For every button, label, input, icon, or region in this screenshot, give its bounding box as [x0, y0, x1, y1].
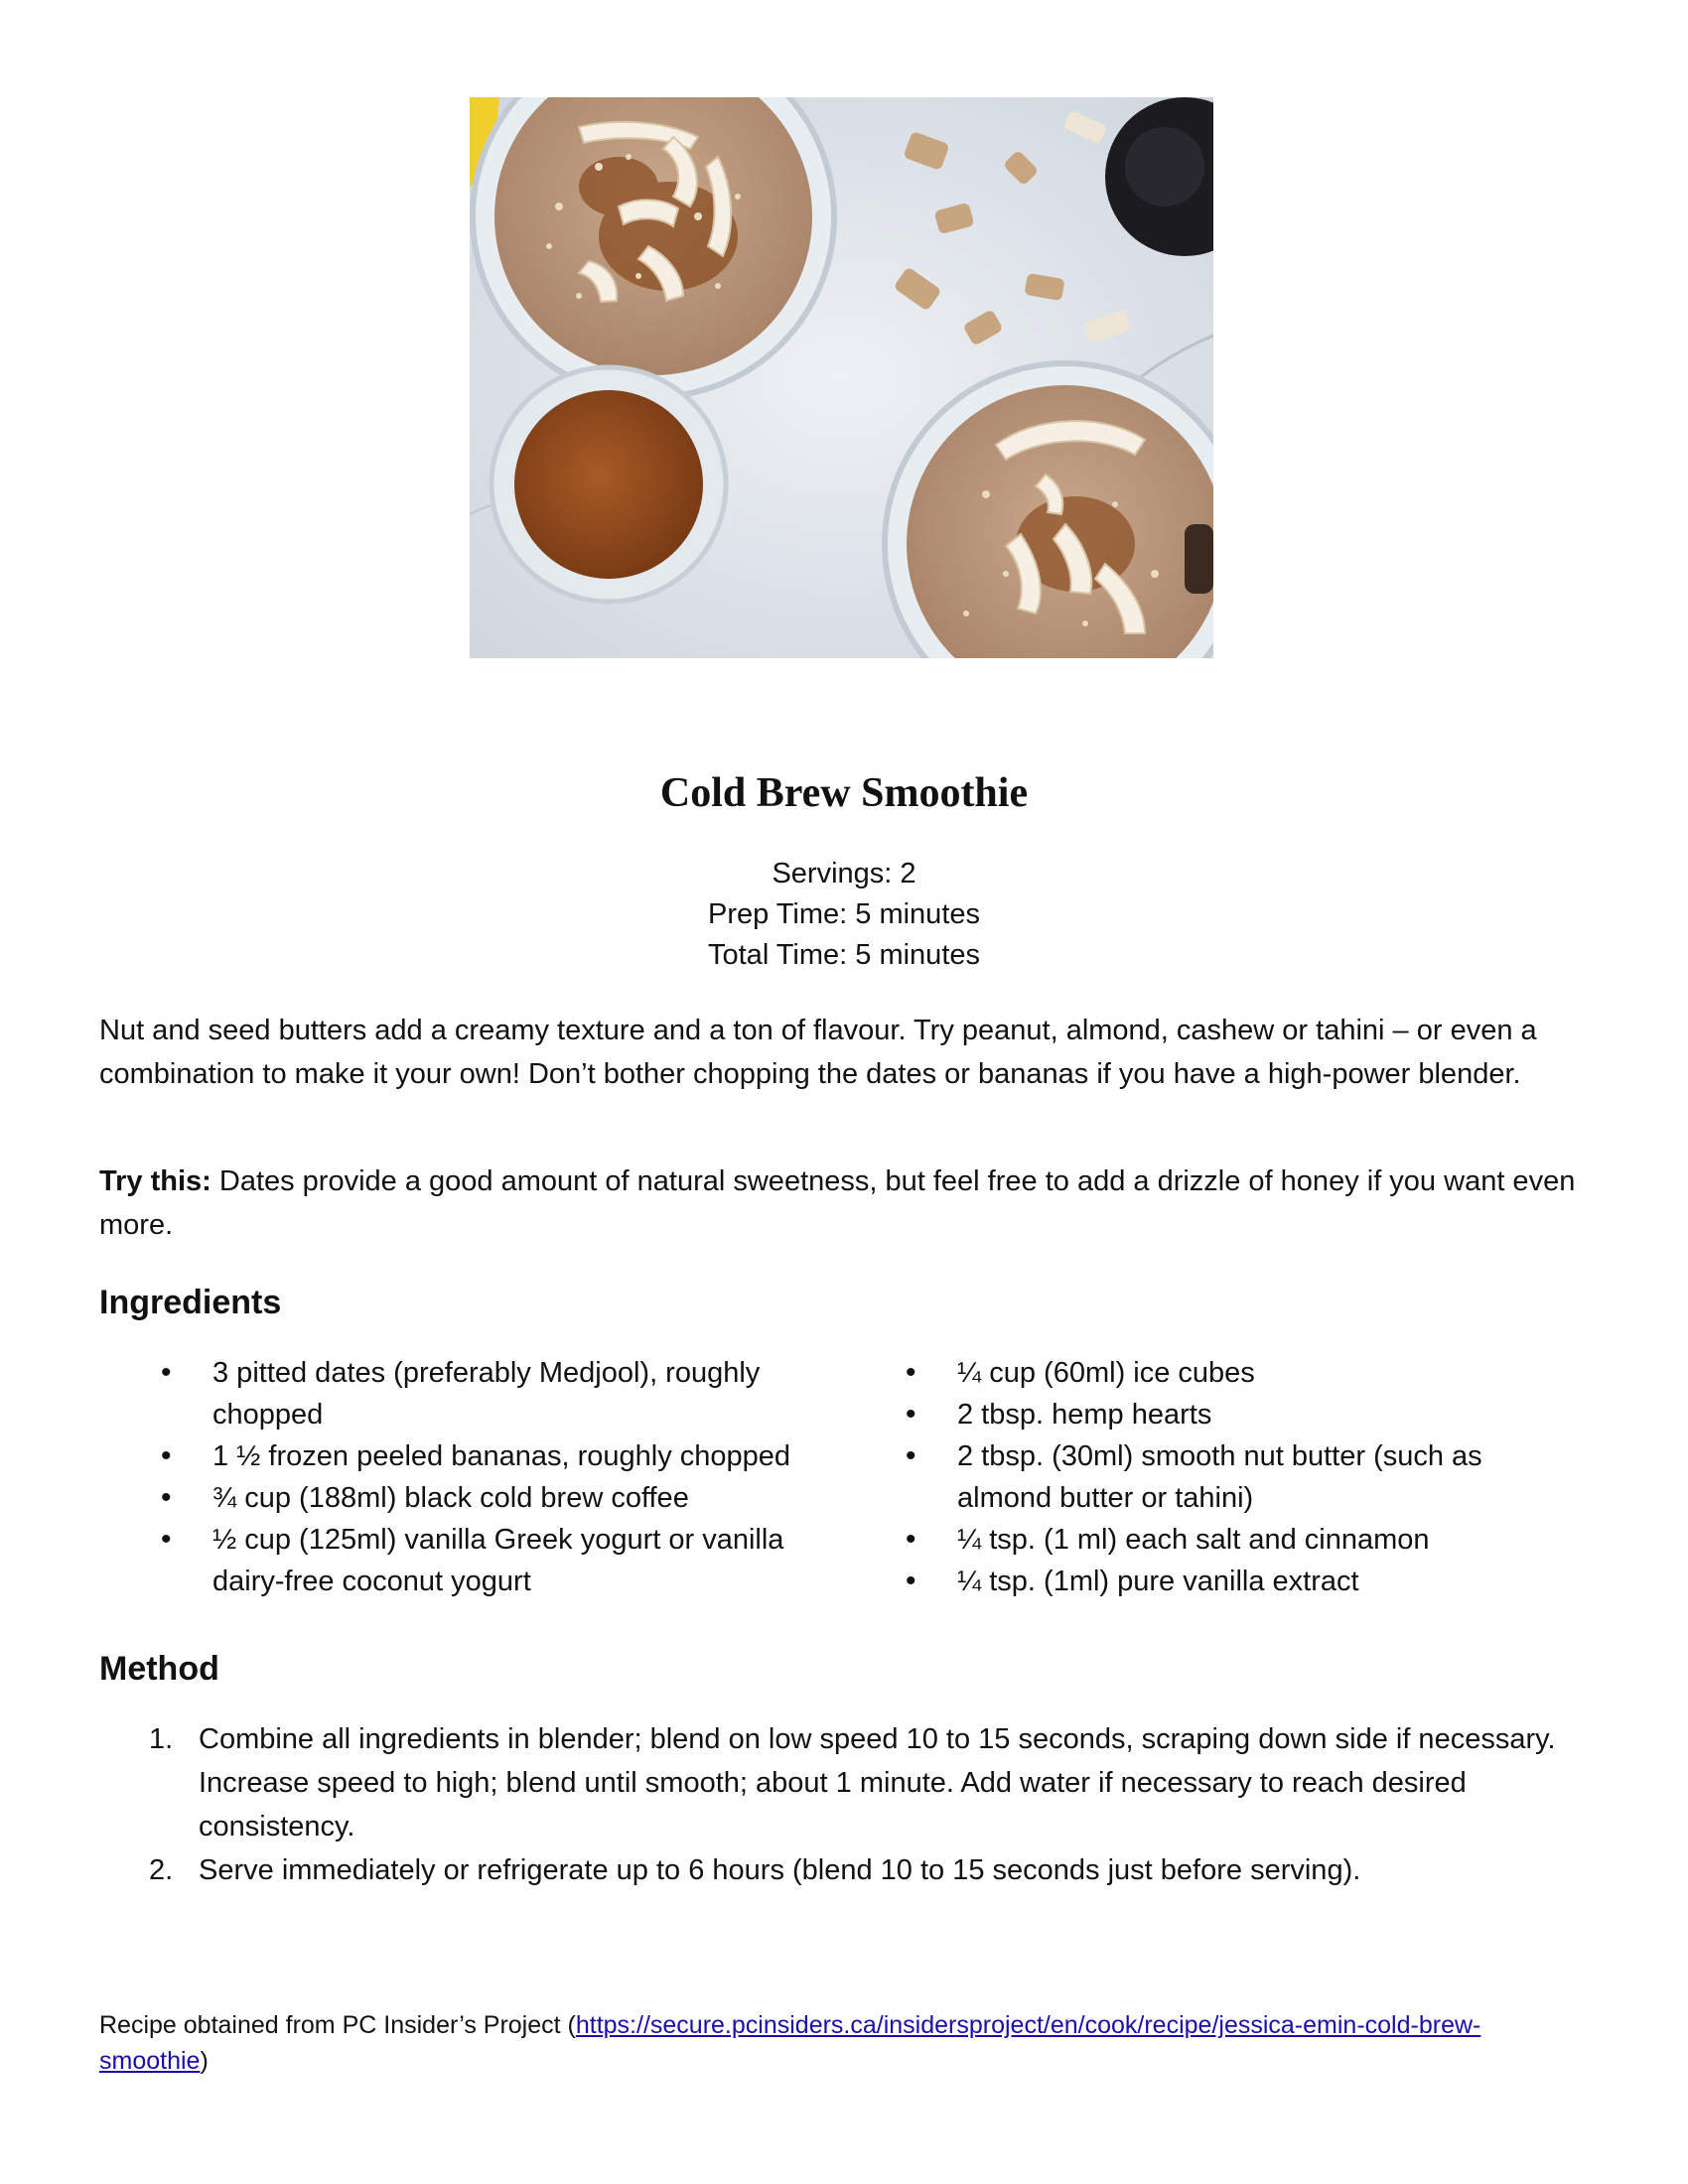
ingredient-item: • ½ cup (125ml) vanilla Greek yogurt or vanilla dairy-free coconut yogurt [149, 1519, 824, 1602]
ingredients-list-right [894, 1352, 1569, 1602]
ingredient-item: • ¼ cup (60ml) ice cubes [894, 1352, 1569, 1394]
method-step [139, 1717, 1589, 1848]
step-text: Combine all ingredients in blender; blend on low speed 10 to 15 seconds, scraping down side if necessary. Increase speed to high; blend until smooth; about 1 minute. Add water if necessary to reach desired consistency. [199, 1723, 1556, 1843]
source-link[interactable]: https://secure.pcinsiders.ca/insidersproject/en/cook/recipe/jessica-emin-cold-brew-smoothie [99, 2011, 1481, 2075]
recipe-tip [99, 1160, 1589, 1247]
smoothie-photo [470, 97, 1213, 658]
ingredient-item: • ¼ tsp. (1 ml) each salt and cinnamon [894, 1519, 1569, 1561]
method-step [139, 1848, 1589, 1892]
ingredient-item: • 1 ½ frozen peeled bananas, roughly chopped [149, 1435, 824, 1477]
method-heading: Method [99, 1650, 219, 1688]
total-time: Total Time: 5 minutes [708, 939, 980, 971]
ingredient-item: • ¼ tsp. (1ml) pure vanilla extract [894, 1561, 1569, 1602]
ingredient-item: • 2 tbsp. (30ml) smooth nut butter (such as almond butter or tahini) [894, 1435, 1569, 1519]
ingredients-list-left [149, 1352, 824, 1602]
prep-time: Prep Time: 5 minutes [708, 898, 980, 930]
step-number: 2. [149, 1854, 174, 1886]
ingredient-item: • 3 pitted dates (preferably Medjool), roughly chopped [149, 1352, 824, 1435]
ingredients-heading: Ingredients [99, 1284, 282, 1321]
tip-text: Dates provide a good amount of natural sweetness, but feel free to add a drizzle of honey if you want even more. [99, 1165, 1576, 1241]
source-prefix: Recipe obtained from PC Insider’s Project ( [99, 2011, 576, 2039]
ingredient-item: • ¾ cup (188ml) black cold brew coffee [149, 1477, 824, 1519]
servings: Servings: 2 [772, 858, 916, 889]
method-steps [139, 1717, 1589, 1892]
step-text: Serve immediately or refrigerate up to 6 hours (blend 10 to 15 seconds just before serving). [199, 1854, 1361, 1886]
step-number: 1. [149, 1723, 174, 1755]
source-suffix: ) [200, 2047, 209, 2075]
recipe-intro: Nut and seed butters add a creamy texture and a ton of flavour. Try peanut, almond, cashew or tahini – or even a combination to make it your own! Don’t bother chopping the dates or bananas if you have a high-power blender. [99, 1015, 1537, 1090]
recipe-source [99, 2007, 1589, 2079]
recipe-title: Cold Brew Smoothie [659, 770, 1029, 816]
recipe-meta [0, 854, 1688, 976]
ingredient-item: • 2 tbsp. hemp hearts [894, 1394, 1569, 1435]
tip-label: Try this: [99, 1165, 211, 1197]
